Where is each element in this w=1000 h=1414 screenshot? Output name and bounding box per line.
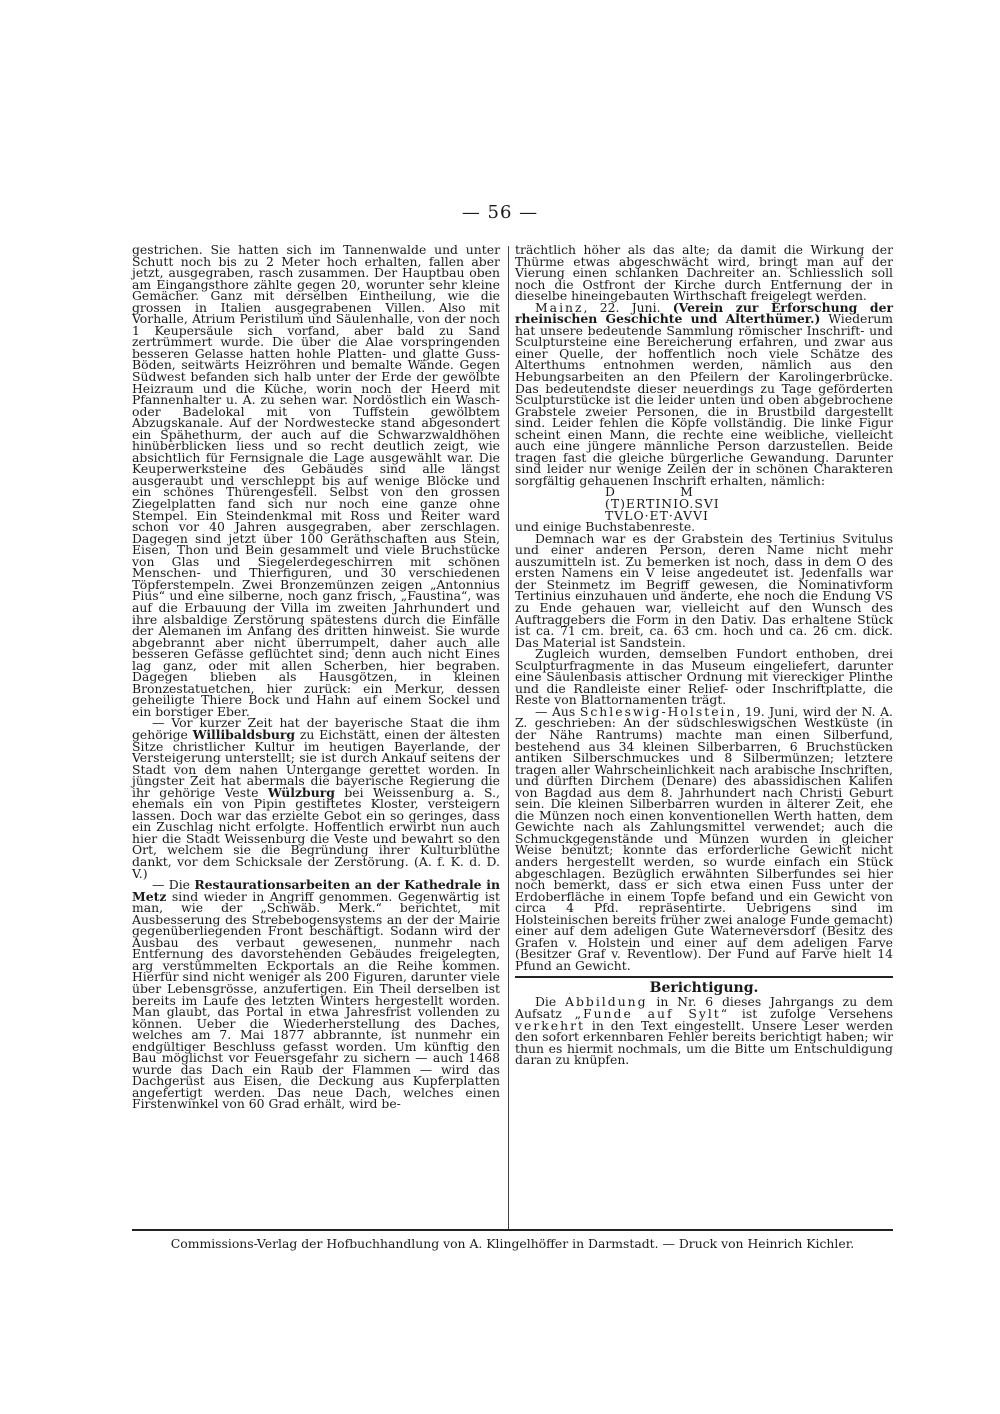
bold-willibaldsburg: Willibaldsburg bbox=[192, 726, 296, 742]
berichtigung-text: Die Abbildung in Nr. 6 dieses Jahrgangs zu dem Aufsatz „Funde auf Sylt“ ist zufolge Versehens verkehrt in den Text eingestellt. Unsere Leser werden den sofort erkennbaren Fehler bereits berichtigt haben; wir thun es hiermit nochmals, um die Bitte um Entschuldigung daran zu knüpfen. bbox=[515, 994, 893, 1068]
article-willibaldsburg: — Vor kurzer Zeit hat der bayerische Staat die ihm gehörige Willibaldsburg zu Eichstätt, einen der ältesten Sitze christlicher Kultur im heutigen Bayerlande, der Versteigerung unterstellt; sie ist durch Ankauf seitens der Stadt von dem nahen Untergange gerettet worden. In jüngster Zeit hat abermals die bayerische Regierung die ihr gehörige Veste Wülzburg bei Weissenburg a. S., ehemals ein von Pipin gestiftetes Kloster, versteigern lassen. Doch war das erzielte Gebot ein so geringes, dass ein Zuschlag nicht erfolgte. Hoffentlich erwirbt nun auch hier die Stadt Weissenburg die Veste und bewahrt so den Ort, welchem sie die Begründung ihrer Kulturblüthe dankt, vor dem Schicksale der Zerstörung. (A. f. K. d. D. V.) bbox=[132, 715, 501, 881]
inscription-line: TVLO·ET·AVVI bbox=[605, 507, 709, 523]
inscription-remark: und einige Buchstabenreste. bbox=[515, 519, 696, 535]
article-metz-continued: trächtlich höher als das alte; da damit die Wirkung der Thürme etwas abgeschwächt wird, bringt man auf der Vierung einen schlanken Dachreiter an. Schliesslich soll noch die Ostfront der Kirche durch Entfernung der in dieselbe hineingebauten Wirthschaft freigelegt werden. bbox=[515, 242, 893, 304]
column-divider bbox=[508, 246, 509, 1231]
berichtigung-rule bbox=[515, 976, 893, 978]
footer-rule bbox=[132, 1229, 893, 1231]
article-schleswig-holstein: — Aus Schleswig-Holstein, 19. Juni, wird der N. A. Z. geschrieben: An der südschleswigschen Westküste (in der Nähe Rantrums) machte man einen Silberfund, bestehend aus 34 kleinen Silberbarren, 6 Bruchstücken antiken Silberschmuckes und 8 Silbermünzen; letztere tragen aller Wahrscheinlichkeit nach arabische Inschriften, und dürften Dirchem (Denare) des abassidischen Kalifen von Bagdad aus dem 8. Jahrhundert nach Christi Geburt sein. Die kleinen Silberbarren wurden in älterer Zeit, ehe die Münzen noch einen konventionellen Werth hatten, dem Gewichte nach als Zahlungsmittel verwendet; auch die Schmuckgegenstände und Münzen wurden in gleicher Weise benutzt; konnte das erforderliche Gewicht nicht anders hergestellt werden, so wurde einfach ein Stück abgeschlagen. Bezüglich erwähnten Silberfundes sei hier noch bemerkt, dass er sich etwa einen Fuss unter der Erdoberfläche in einem Topfe befand und ein Gewicht von circa 4 Pfd. repräsentirte. Uebrigens sind im Holsteinischen bereits früher zwei analoge Funde gemacht) einer auf dem adeligen Gute Waterneversdorf (Besitz des Grafen v. Holstein und einer auf dem adeligen Farve (Besitzer Graf v. Reventlow). Der Fund auf Farve hielt 14 Pfund an Gewicht. bbox=[515, 703, 893, 973]
article-metz-cathedral: — Die Restaurationsarbeiten an der Kathedrale in Metz sind wieder in Angriff genommen. Gegenwärtig ist man, wie der „Schwäb. Merk.“ berichtet, mit Ausbesserung des Strebebogensystems an der der Mairie gegenüberliegenden Front beschäftigt. Sodann wird der Ausbau des verbaut gewesenen, nunmehr nach Entfernung des davorstehenden Gebäudes freigelegten, arg verstümmelten Eckportals an die Reihe kommen. Hierfür sind nicht weniger als 200 Figuren, darunter viele über Lebensgrösse, anzufertigen. Ein Theil derselben ist bereits im Laufe des letzten Winters hergestellt worden. Man glaubt, das Portal in etwa Jahresfrist vollenden zu können. Ueber die Wiederherstellung des Daches, welches am 7. Mai 1877 abbrannte, ist nunmehr ein endgültiger Beschluss gefasst worden. Um künftig den Bau möglichst vor Feuersgefahr zu sichern — auch 1468 wurde das Dach ein Raub der Flammen — wird das Dachgerüst aus Eisen, die Deckung aus Kupferplatten angefertigt werden. Das neue Dach, welches einen Firstenwinkel von 60 Grad erhält, wird be- bbox=[132, 877, 500, 1112]
inscription-block bbox=[515, 486, 893, 521]
article-mainz: Mainz, 22. Juni. (Verein zur Erforschung der rheinischen Geschichte und Alterthümer.) Wiederum hat unsere bedeutende Sammlung römischer Inschrift- und Sculptursteine eine Bereicherung erfahren, und zwar aus einer Quelle, der hoffentlich noch viele Schätze des Alterthums entnohmen werden, nämlich aus den Hebungsarbeiten an den Pfeilern der Karolingerbrücke. Das bedeutendste dieser neuerdings zu Tage geförderten Sculpturstücke ist die leider unten und oben abgebrochene Grabstele zweier Personen, die in Brustbild dargestellt sind. Leider fehlen die Köpfe vollständig. Die linke Figur scheint einen Mann, die rechte eine weibliche, vielleicht auch eine jüngere männliche Person darzustellen. Beide tragen fast die gleiche bürgerliche Gewandung. Darunter sind leider nur wenige Zeilen der in schönen Charakteren sorgfältig gehauenen Inschrift erhalten, nämlich: bbox=[515, 299, 893, 488]
place-mainz: Mainz bbox=[535, 299, 584, 315]
page-number: — 56 — bbox=[461, 202, 539, 223]
left-column bbox=[132, 244, 500, 1110]
article-sculptures: Zugleich wurden, demselben Fundort enthoben, drei Sculpturfragmente in das Museum eingeliefert, darunter eine Säulenbasis attischer Ordnung mit viereckiger Plinthe und die Randleiste einer Relief- oder Inschriftplatte, die Reste von Blattornamenten trägt. bbox=[515, 646, 893, 708]
inscription-line: (T)ERTINIO.SVI bbox=[605, 496, 720, 512]
article-tertinius: Demnach war es der Grabstein des Tertinius Svitulus und einer anderen Person, deren Name nicht mehr auszumitteln ist. Zu bemerken ist noch, dass in dem O des ersten Namens ein V leise angedeutet ist. Jedenfalls war der Steinmetz im Begriff gewesen, die Nominativform Tertinius einzuhauen und änderte, ehe noch die Endung VS zu Ende gehauen war, vielleicht auf den Wunsch des Auftraggebers die Form in den Dativ. Das erhaltene Stück ist ca. 71 cm. breit, ca. 63 cm. hoch und ca. 26 cm. dick. Das Material ist Sandstein. bbox=[515, 530, 893, 650]
inscription-line: D M bbox=[605, 484, 694, 500]
bold-verein-heading: (Verein zur Erforschung der rheinischen Geschichte und Alterthümer.) bbox=[515, 299, 893, 327]
place-schleswig-holstein: Schleswig-Holstein bbox=[579, 703, 737, 719]
bold-metz-heading: Restaurationsarbeiten an der Kathedrale in Metz bbox=[132, 877, 500, 904]
bold-wuelzburg: Wülzburg bbox=[267, 784, 335, 800]
article-villa-excavation: gestrichen. Sie hatten sich im Tannenwalde und unter Schutt noch bis zu 2 Meter hoch erhalten, fallen aber jetzt, ausgegraben, rasch zusammen. Der Hauptbau oben am Eingangsthore zählte gegen 20, worunter sehr kleine Gemächer. Ganz mit derselben Eintheilung, wie die grossen in Italien ausgegrabenen Villen. Also mit Vorhalle, Atrium Peristilum und Säulenhalle, von der noch 1 Keupersäule sich vorfand, aber bald zu Sand zertrümmert wurde. Die über die Alae vorspringenden besseren Gelasse hatten hohle Platten- und glatte Guss-Böden, seitwärts Heizröhren und bemalte Wände. Gegen Südwest befanden sich halb unter der Erde der gewölbte Heizraum und die Küche, worin noch der Heerd mit Pfannenhalter u. A. zu sehen war. Nordöstlich ein Wasch- oder Badelokal mit von Tuffstein gewölbtem Abzugskanale. Auf der Nordwestecke stand abgesondert ein Spähethurm, der auch auf die Schwarzwaldhöhen hinüberblicken liess und so recht deutlich zeigt, wie absichtlich für Fernsignale die Lage ausgewählt war. Die Keuperwerksteine des Gebäudes sind alle längst ausgeraubt und verschleppt bis auf wenige Blöcke und ein schönes Thürengestell. Selbst von den grossen Ziegelplatten fand sich nur noch eine ganze ohne Stempel. Ein Steindenkmal mit Ross und Reiter ward schon vor 40 Jahren ausgegraben, aber zerschlagen. Dagegen sind jetzt über 100 Geräthschaften aus Stein, Eisen, Thon und Bein gesammelt und viele Bruchstücke von Glas und Siegelerdegeschirren mit schönen Menschen- und Thierfiguren, und 30 verschiedenen Töpferstempeln. Zwei Bronzemünzen zeigen „Antonnius Pius“ und eine silberne, noch ganz frisch, „Faustina“, was auf die Erbauung der Villa im zweiten Jahrhundert und ihre alsbaldige Zerstörung spätestens durch die Einfälle der Alemanen im Anfang des dritten hinweist. Sie wurde abgebrannt aber nicht überrumpelt, daher auch alle besseren Gefässe geflüchtet sind; denn auch nicht Eines lag ganz, oder mit allen Scherben, hier begraben. Dagegen blieben als Hausgötzen, in kleinen Bronzestatuetchen, hier zurück: ein Merkur, dessen geheiligte Thiere Bock und Hahn auf einem Sockel und ein borstiger Eber. bbox=[132, 242, 500, 719]
right-column bbox=[515, 244, 893, 1066]
berichtigung-heading: Berichtigung. bbox=[649, 980, 759, 997]
publisher-footer: Commissions-Verlag der Hofbuchhandlung von A. Klingelhöffer in Darmstadt. — Druck von Heinrich Kichler. bbox=[170, 1236, 855, 1251]
